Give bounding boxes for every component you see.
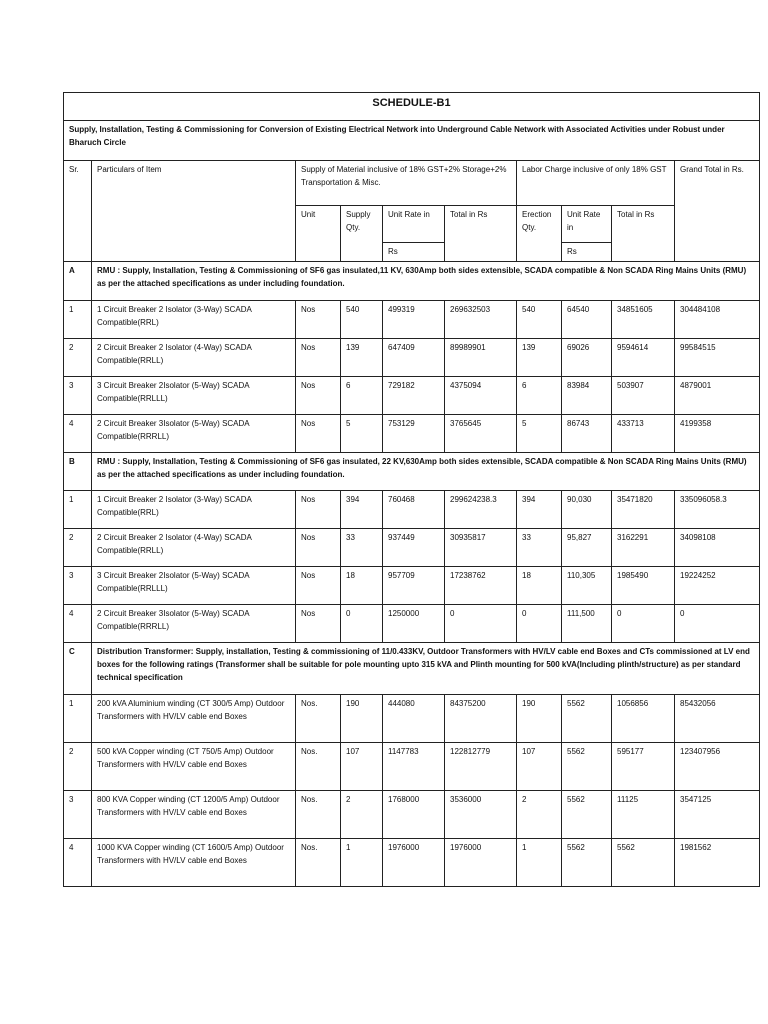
row-labor-rate: 83984: [562, 377, 612, 415]
row-labor-total: 3162291: [612, 529, 675, 567]
row-unit: Nos: [296, 529, 341, 567]
row-grand-total: 123407956: [675, 743, 760, 791]
row-erection-qty: 2: [517, 791, 562, 839]
row-sr: 4: [64, 415, 92, 453]
row-unit: Nos: [296, 605, 341, 643]
table-row: [64, 743, 760, 791]
row-sr: 1: [64, 301, 92, 339]
row-total: 4375094: [445, 377, 517, 415]
row-labor-rate: 64540: [562, 301, 612, 339]
row-labor-total: 1056856: [612, 695, 675, 743]
row-item: 1 Circuit Breaker 2 Isolator (3-Way) SCADA Compatible(RRL): [92, 301, 296, 339]
row-item: 2 Circuit Breaker 2 Isolator (4-Way) SCADA Compatible(RRLL): [92, 339, 296, 377]
row-unit: Nos: [296, 301, 341, 339]
row-labor-rate: 90,030: [562, 491, 612, 529]
row-supply-qty: 107: [341, 743, 383, 791]
row-labor-rate: 5562: [562, 695, 612, 743]
row-total: 3765645: [445, 415, 517, 453]
row-supply-qty: 5: [341, 415, 383, 453]
row-labor-rate: 5562: [562, 743, 612, 791]
row-total: 17238762: [445, 567, 517, 605]
row-labor-rate: 111,500: [562, 605, 612, 643]
row-sr: 1: [64, 491, 92, 529]
row-unit-rate: 1768000: [383, 791, 445, 839]
row-grand-total: 34098108: [675, 529, 760, 567]
row-total: 89989901: [445, 339, 517, 377]
row-item: 1 Circuit Breaker 2 Isolator (3-Way) SCADA Compatible(RRL): [92, 491, 296, 529]
row-item: 2 Circuit Breaker 3Isolator (5-Way) SCADA Compatible(RRRLL): [92, 415, 296, 453]
row-item: 800 KVA Copper winding (CT 1200/5 Amp) Outdoor Transformers with HV/LV cable end Boxes: [92, 791, 296, 839]
row-item: 1000 KVA Copper winding (CT 1600/5 Amp) Outdoor Transformers with HV/LV cable end Boxes: [92, 839, 296, 887]
row-unit-rate: 957709: [383, 567, 445, 605]
header-particulars: Particulars of Item: [92, 161, 296, 262]
schedule-table: [63, 92, 760, 887]
row-labor-rate: 5562: [562, 791, 612, 839]
row-unit-rate: 753129: [383, 415, 445, 453]
row-supply-qty: 2: [341, 791, 383, 839]
row-item: 3 Circuit Breaker 2Isolator (5-Way) SCADA Compatible(RRLLL): [92, 567, 296, 605]
row-labor-total: 433713: [612, 415, 675, 453]
table-row: [64, 605, 760, 643]
row-sr: 4: [64, 839, 92, 887]
row-grand-total: 4879001: [675, 377, 760, 415]
row-unit: Nos.: [296, 695, 341, 743]
table-row: [64, 491, 760, 529]
row-unit-rate: 647409: [383, 339, 445, 377]
row-labor-total: 0: [612, 605, 675, 643]
row-supply-qty: 18: [341, 567, 383, 605]
row-supply-qty: 0: [341, 605, 383, 643]
header-grand-total: Grand Total in Rs.: [675, 161, 760, 262]
row-unit-rate: 444080: [383, 695, 445, 743]
row-erection-qty: 190: [517, 695, 562, 743]
row-unit-rate: 1976000: [383, 839, 445, 887]
row-unit: Nos: [296, 491, 341, 529]
table-row: [64, 839, 760, 887]
section-id: A: [64, 262, 92, 301]
table-row: [64, 301, 760, 339]
header-supply: Supply of Material inclusive of 18% GST+2% Storage+2% Transportation & Misc.: [296, 161, 517, 206]
section-title: Distribution Transformer: Supply, installation, Testing & commissioning of 11/0.433KV, Outdoor Transformers with HV/LV cable end Boxes and CTs commissioned at LV end boxes for the following ratings (Transformer shall be suitable for pole mounting upto 315 kVA and Plinth mounting for 500 kVA(Including plinth/structure) as per standard technical specification: [92, 643, 760, 695]
row-unit-rate: 760468: [383, 491, 445, 529]
table-row: [64, 377, 760, 415]
row-total: 269632503: [445, 301, 517, 339]
row-unit-rate: 499319: [383, 301, 445, 339]
row-unit-rate: 729182: [383, 377, 445, 415]
row-supply-qty: 540: [341, 301, 383, 339]
header-unit-rate: Unit Rate in: [383, 206, 445, 243]
row-erection-qty: 6: [517, 377, 562, 415]
section-title: RMU : Supply, Installation, Testing & Commissioning of SF6 gas insulated, 22 KV,630Amp both sides extensible, SCADA compatible & Non SCADA Ring Mains Units (RMU) as per the attached specifications as under including foundation.: [92, 453, 760, 491]
header-labor-unit-rate: Unit Rate in: [562, 206, 612, 243]
row-labor-rate: 86743: [562, 415, 612, 453]
row-supply-qty: 33: [341, 529, 383, 567]
row-erection-qty: 5: [517, 415, 562, 453]
row-labor-total: 1985490: [612, 567, 675, 605]
row-sr: 3: [64, 791, 92, 839]
row-erection-qty: 139: [517, 339, 562, 377]
row-erection-qty: 540: [517, 301, 562, 339]
table-row: [64, 791, 760, 839]
header-erection-qty: Erection Qty.: [517, 206, 562, 262]
table-row: [64, 529, 760, 567]
row-labor-rate: 69026: [562, 339, 612, 377]
schedule-description: Supply, Installation, Testing & Commissioning for Conversion of Existing Electrical Network into Underground Cable Network with Associated Activities under Robust under Bharuch Circle: [64, 121, 760, 161]
row-unit-rate: 1147783: [383, 743, 445, 791]
row-sr: 2: [64, 339, 92, 377]
row-grand-total: 1981562: [675, 839, 760, 887]
header-supply-qty: Supply Qty.: [341, 206, 383, 262]
row-unit: Nos: [296, 567, 341, 605]
row-grand-total: 19224252: [675, 567, 760, 605]
row-grand-total: 3547125: [675, 791, 760, 839]
row-labor-total: 9594614: [612, 339, 675, 377]
row-unit: Nos.: [296, 839, 341, 887]
row-item: 500 kVA Copper winding (CT 750/5 Amp) Outdoor Transformers with HV/LV cable end Boxes: [92, 743, 296, 791]
row-supply-qty: 139: [341, 339, 383, 377]
row-grand-total: 85432056: [675, 695, 760, 743]
row-erection-qty: 0: [517, 605, 562, 643]
row-total: 299624238.3: [445, 491, 517, 529]
row-labor-rate: 110,305: [562, 567, 612, 605]
row-item: 2 Circuit Breaker 2 Isolator (4-Way) SCADA Compatible(RRLL): [92, 529, 296, 567]
row-unit: Nos: [296, 377, 341, 415]
row-unit: Nos: [296, 339, 341, 377]
row-supply-qty: 190: [341, 695, 383, 743]
row-item: 2 Circuit Breaker 3Isolator (5-Way) SCADA Compatible(RRRLL): [92, 605, 296, 643]
row-labor-total: 595177: [612, 743, 675, 791]
row-erection-qty: 1: [517, 839, 562, 887]
row-total: 122812779: [445, 743, 517, 791]
section-header: [64, 262, 760, 301]
row-labor-rate: 95,827: [562, 529, 612, 567]
header-sr: Sr.: [64, 161, 92, 262]
row-item: 3 Circuit Breaker 2Isolator (5-Way) SCADA Compatible(RRLLL): [92, 377, 296, 415]
row-total: 30935817: [445, 529, 517, 567]
row-sr: 3: [64, 377, 92, 415]
row-sr: 4: [64, 605, 92, 643]
row-unit-rate: 937449: [383, 529, 445, 567]
row-labor-total: 34851605: [612, 301, 675, 339]
row-unit: Nos.: [296, 791, 341, 839]
row-supply-qty: 1: [341, 839, 383, 887]
section-header: [64, 643, 760, 695]
row-erection-qty: 33: [517, 529, 562, 567]
section-title: RMU : Supply, Installation, Testing & Commissioning of SF6 gas insulated,11 KV, 630Amp both sides extensible, SCADA compatible & Non SCADA Ring Mains Units (RMU) as per the attached specifications as under including foundation.: [92, 262, 760, 301]
row-grand-total: 99584515: [675, 339, 760, 377]
row-erection-qty: 394: [517, 491, 562, 529]
table-row: [64, 415, 760, 453]
row-sr: 3: [64, 567, 92, 605]
row-labor-total: 5562: [612, 839, 675, 887]
row-labor-total: 35471820: [612, 491, 675, 529]
row-grand-total: 304484108: [675, 301, 760, 339]
header-unit: Unit: [296, 206, 341, 262]
section-id: B: [64, 453, 92, 491]
row-total: 0: [445, 605, 517, 643]
section-id: C: [64, 643, 92, 695]
row-unit: Nos: [296, 415, 341, 453]
row-sr: 2: [64, 529, 92, 567]
row-grand-total: 335096058.3: [675, 491, 760, 529]
schedule-title: SCHEDULE-B1: [64, 93, 760, 121]
header-total-rs: Total in Rs: [445, 206, 517, 262]
row-unit: Nos.: [296, 743, 341, 791]
row-supply-qty: 6: [341, 377, 383, 415]
header-labor-rs: Rs: [562, 243, 612, 262]
row-total: 84375200: [445, 695, 517, 743]
table-row: [64, 695, 760, 743]
row-sr: 2: [64, 743, 92, 791]
row-grand-total: 0: [675, 605, 760, 643]
row-labor-total: 11125: [612, 791, 675, 839]
table-row: [64, 567, 760, 605]
header-labor: Labor Charge inclusive of only 18% GST: [517, 161, 675, 206]
header-labor-total-rs: Total in Rs: [612, 206, 675, 262]
section-header: [64, 453, 760, 491]
row-item: 200 kVA Aluminium winding (CT 300/5 Amp) Outdoor Transformers with HV/LV cable end Boxes: [92, 695, 296, 743]
row-supply-qty: 394: [341, 491, 383, 529]
row-grand-total: 4199358: [675, 415, 760, 453]
header-rs: Rs: [383, 243, 445, 262]
row-sr: 1: [64, 695, 92, 743]
row-erection-qty: 107: [517, 743, 562, 791]
row-labor-rate: 5562: [562, 839, 612, 887]
row-total: 1976000: [445, 839, 517, 887]
row-erection-qty: 18: [517, 567, 562, 605]
row-labor-total: 503907: [612, 377, 675, 415]
table-row: [64, 339, 760, 377]
row-unit-rate: 1250000: [383, 605, 445, 643]
row-total: 3536000: [445, 791, 517, 839]
